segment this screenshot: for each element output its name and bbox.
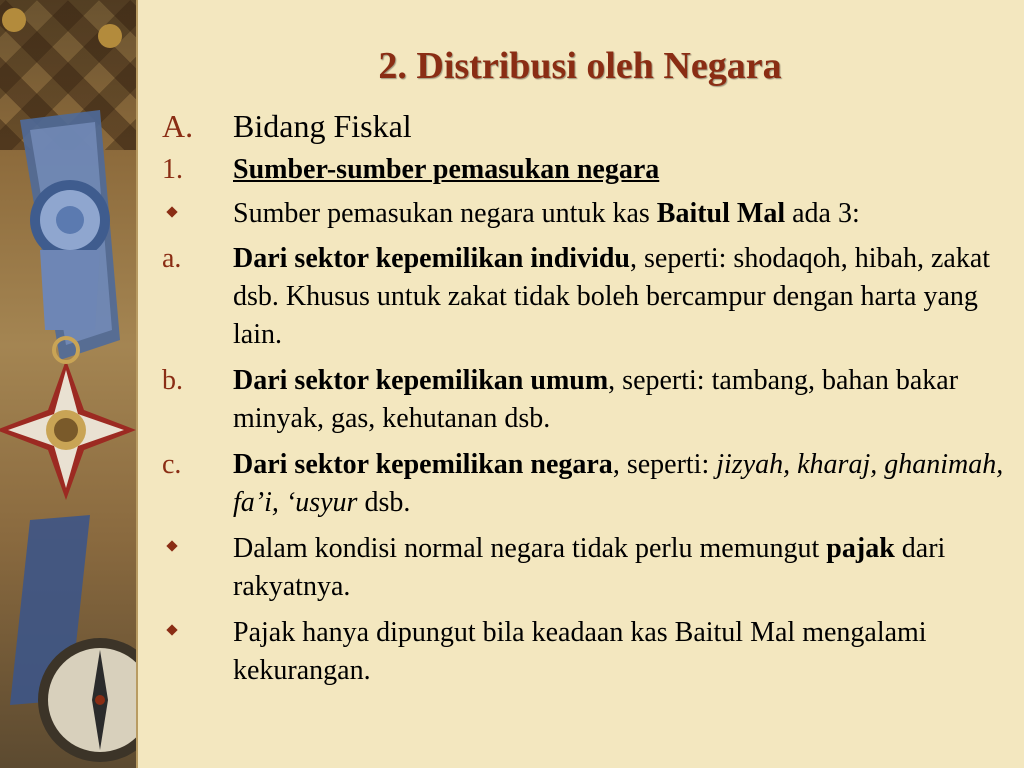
- medal-collage-illustration: [0, 0, 136, 768]
- list-marker: A.: [162, 108, 194, 144]
- list-marker: c.: [162, 449, 182, 480]
- bullet-text: Dalam kondisi normal negara tidak perlu memungut pajak dari rakyatnya.: [233, 533, 946, 602]
- list-marker: 1.: [162, 154, 183, 185]
- list-item-c: [162, 446, 1012, 522]
- bullet-text: Sumber pemasukan negara untuk kas Baitul Mal ada 3:: [233, 198, 860, 229]
- subheading-sumber: Sumber-sumber pemasukan negara: [233, 154, 660, 185]
- bullet-text: Pajak hanya dipungut bila keadaan kas Baitul Mal mengalami kekurangan.: [233, 617, 927, 686]
- item-c-text: Dari sektor kepemilikan negara, seperti: jizyah, kharaj, ghanimah, fa’i, ‘usyur dsb.: [233, 449, 1004, 518]
- list-item-bidang: [162, 108, 1012, 144]
- heading-bidang-fiskal: Bidang Fiskal: [233, 108, 412, 144]
- list-marker: b.: [162, 365, 183, 396]
- decorative-side-image: [0, 0, 136, 768]
- item-a-text: Dari sektor kepemilikan individu, seperti: shodaqoh, hibah, zakat dsb. Khusus untuk zakat tidak boleh bercampur dengan harta yang lain.: [233, 243, 991, 350]
- list-item-bullet-kekurangan: [162, 614, 1012, 690]
- side-divider: [136, 0, 138, 768]
- slide-content: [162, 108, 1012, 690]
- slide-title: 2. Distribusi oleh Negara: [378, 45, 782, 87]
- list-item-bullet-baitul-mal: [162, 196, 1012, 232]
- list-marker: a.: [162, 243, 182, 274]
- list-item-sumber: [162, 152, 1012, 188]
- diamond-bullet-icon: [162, 196, 233, 232]
- list-item-bullet-pajak: [162, 530, 1012, 606]
- list-item-a: [162, 240, 1012, 354]
- item-b-text: Dari sektor kepemilikan umum, seperti: tambang, bahan bakar minyak, gas, kehutanan dsb.: [233, 365, 959, 434]
- diamond-bullet-icon: [162, 614, 233, 650]
- diamond-bullet-icon: [162, 530, 233, 566]
- list-item-b: [162, 362, 1012, 438]
